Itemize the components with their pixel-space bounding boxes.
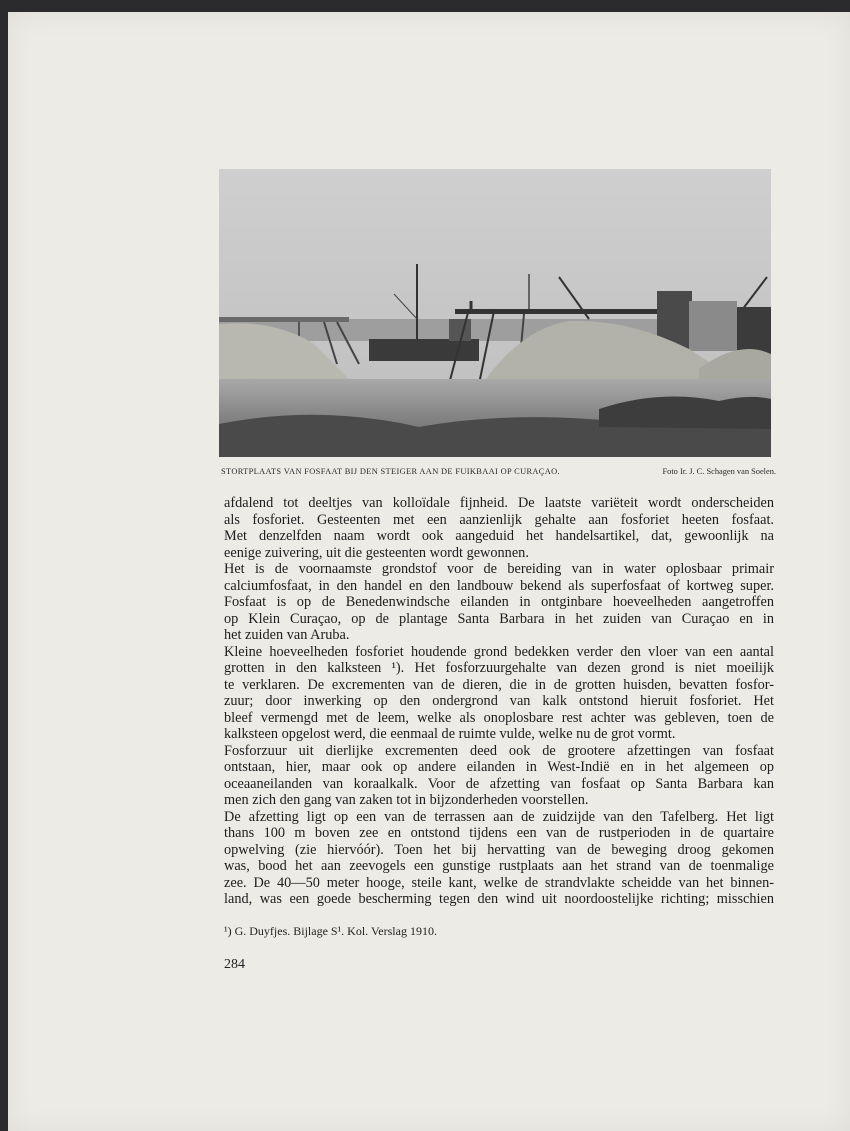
body-line: was, bood het aan zeevogels een gunstige rustplaats aan het strand van de toenmalige xyxy=(224,858,774,874)
body-line: Fosfaat is op de Benedenwindsche eilanden in ontginbare hoeveelheden aangetroffen xyxy=(224,594,774,610)
body-line: Het is de voornaamste grondstof voor de bereiding van in water oplosbaar primair xyxy=(224,561,774,577)
body-line: land, was een goede bescherming tegen den wind uit noordoostelijke richting; misschien xyxy=(224,891,774,907)
body-line: op Klein Curaçao, op de plantage Santa Barbara in het zuiden van Curaçao en in xyxy=(224,610,774,627)
harbor-photo-icon xyxy=(219,169,771,457)
body-line: thans 100 m boven zee en ontstond tijdens een van de rustperioden in de quartaire xyxy=(224,825,774,841)
body-line: Kleine hoeveelheden fosforiet houdende grond bedekken verder den vloer van een aantal xyxy=(224,643,774,660)
body-line: opwelving (zie hiervóór). Toen het bij hervatting van de beweging droog gekomen xyxy=(224,841,774,858)
body-line: kalksteen opgelost werd, die eenmaal de ruimte vulde, welke nu de grot vormt. xyxy=(224,726,676,742)
body-line: als fosforiet. Gesteenten met een aanzienlijk gehalte aan fosforiet heeten fosfaat. xyxy=(224,511,774,528)
body-line: te verklaren. De excrementen van de dieren, die in de grotten huisden, bevatten fosfor- xyxy=(224,676,774,693)
body-line: bleef vermengd met de leem, welke als onoplosbare rest achter was gebleven, toen de xyxy=(224,709,774,726)
harbor-photo xyxy=(219,169,771,457)
body-line: afdalend tot deeltjes van kolloïdale fijnheid. De laatste variëteit wordt onderscheiden xyxy=(224,495,774,511)
caption-credit: Foto Ir. J. C. Schagen van Soelen. xyxy=(662,467,776,476)
body-line: calciumfosfaat, in den handel en den landbouw bekend als superfosfaat of kortweg super. xyxy=(224,577,774,594)
document-page xyxy=(8,12,850,1131)
page-number: 284 xyxy=(224,957,245,972)
photo-caption xyxy=(221,467,776,481)
body-line: Fosforzuur uit dierlijke excrementen deed ook de grootere afzettingen van fosfaat xyxy=(224,742,774,759)
body-line: eenige zuivering, uit die gesteenten wordt gewonnen. xyxy=(224,544,529,561)
body-line: Met denzelfden naam wordt ook aangeduid het handelsartikel, dat, gewoonlijk na xyxy=(224,528,774,544)
body-line: het zuiden van Aruba. xyxy=(224,627,350,643)
body-line: De afzetting ligt op een van de terrassen aan de zuidzijde van den Tafelberg. Het ligt xyxy=(224,808,774,825)
body-line: grotten in den kalksteen ¹). Het fosforzuurgehalte van dezen grond is niet moeilijk xyxy=(224,660,774,676)
footnote: ¹) G. Duyfjes. Bijlage S¹. Kol. Verslag 1910. xyxy=(224,924,437,938)
body-line: men zich den gang van zaken tot in bijzonderheden voorstellen. xyxy=(224,792,589,808)
caption-title: STORTPLAATS VAN FOSFAAT BIJ DEN STEIGER AAN DE FUIKBAAI OP CURAÇAO. xyxy=(221,467,560,476)
body-line: oceaaneilanden van koraalkalk. Voor de afzetting van fosfaat op Santa Barbara kan xyxy=(224,775,774,792)
body-line: zee. De 40—50 meter hooge, steile kant, welke de strandvlakte scheidde van het binnen- xyxy=(224,874,774,891)
body-line: ontstaan, hier, maar ook op andere eilanden in West-Indië en in het algemeen op xyxy=(224,759,774,775)
body-text xyxy=(224,495,774,908)
body-line: zuur; door inwerking op den ondergrond van kalk ontstond hieruit fosforiet. Het xyxy=(224,693,774,709)
